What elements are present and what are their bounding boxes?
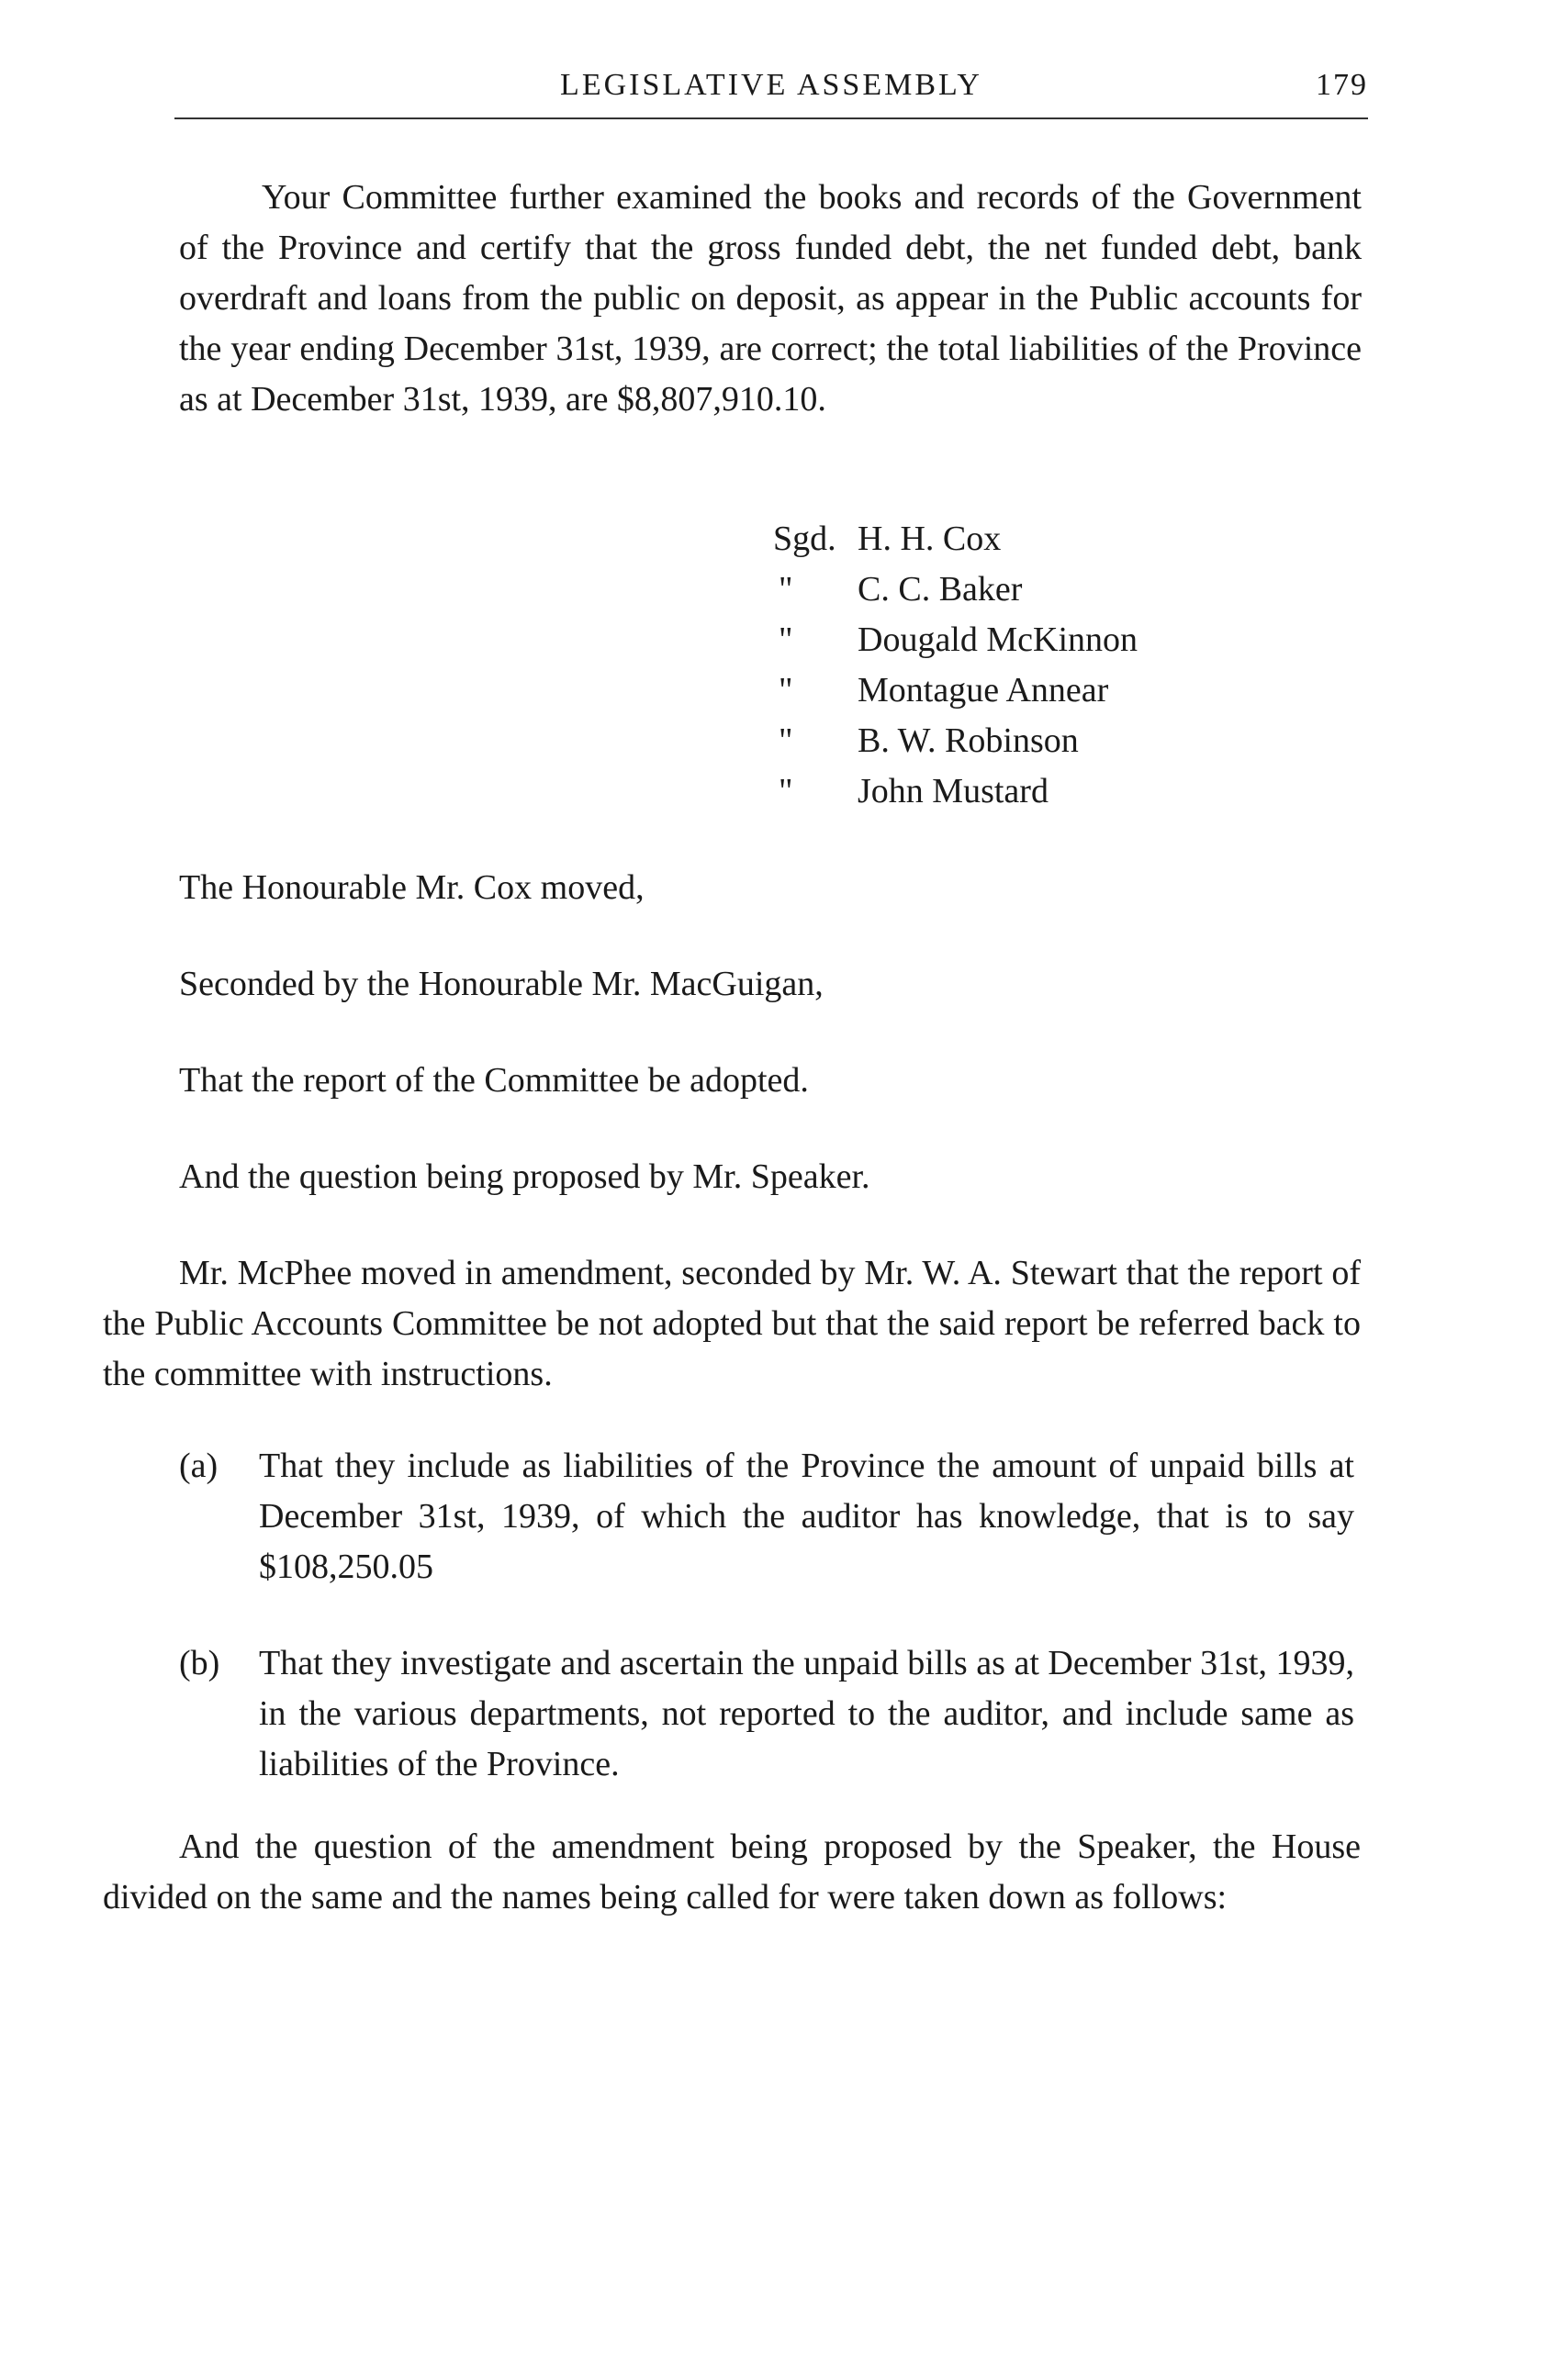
ditto-mark: " xyxy=(779,721,793,760)
ditto-mark: " xyxy=(779,570,793,609)
signature-row xyxy=(773,716,1324,766)
signature-name: B. W. Robinson xyxy=(858,721,1079,760)
signature-name: H. H. Cox xyxy=(858,520,1002,558)
committee-report-paragraph: Your Committee further examined the books and records of the Government of the Province and certify that the gross funded debt, the net funded debt, bank overdraft and loans from the public on deposit, as appear in the Public accounts for the year ending December 31st, 1939, are correct; the total liabilities of the Province as at December 31st, 1939, are $8,807,910.10. xyxy=(179,178,1362,419)
ditto-mark: " xyxy=(779,671,793,710)
amendment-paragraph: Mr. McPhee moved in amendment, seconded by Mr. W. A. Stewart that the report of the Public Accounts Committee be not adopted but that the said report be referred back to the committee with instructions. xyxy=(103,1254,1361,1393)
instruction-label: (a) xyxy=(179,1447,219,1485)
signature-row xyxy=(773,564,1324,615)
instruction-item xyxy=(179,1638,1363,1790)
signature-row xyxy=(773,665,1324,716)
header-rule xyxy=(174,117,1368,119)
signature-name: C. C. Baker xyxy=(858,570,1023,609)
ditto-mark: " xyxy=(779,620,793,659)
instruction-text: That they investigate and ascertain the unpaid bills as at December 31st, 1939, in the various departments, not reported to the auditor, and include same as liabilities of the Province. xyxy=(259,1644,1354,1783)
motion-text: That the report of the Committee be adopted. xyxy=(179,1061,809,1100)
page-number: 179 xyxy=(1316,68,1368,102)
signature-name: Montague Annear xyxy=(858,671,1109,710)
signature-row xyxy=(773,615,1324,665)
motion-seconded: Seconded by the Honourable Mr. MacGuigan, xyxy=(179,965,824,1003)
signature-name: John Mustard xyxy=(858,772,1049,810)
question-proposed: And the question being proposed by Mr. Speaker. xyxy=(179,1157,870,1196)
instruction-text: That they include as liabilities of the Province the amount of unpaid bills at December 31st, 1939, of which the auditor has knowledge, that is to say $108,250.05 xyxy=(259,1447,1354,1586)
signature-row xyxy=(773,766,1324,817)
signature-prefix: Sgd. xyxy=(773,520,836,558)
page-header xyxy=(174,62,1368,117)
running-title: LEGISLATIVE ASSEMBLY xyxy=(560,68,982,102)
instruction-label: (b) xyxy=(179,1644,220,1682)
motion-moved: The Honourable Mr. Cox moved, xyxy=(179,868,645,907)
ditto-mark: " xyxy=(779,772,793,810)
signature-row xyxy=(773,514,1324,564)
division-paragraph: And the question of the amendment being proposed by the Speaker, the House divided on the same and the names being called for were taken down as follows: xyxy=(103,1827,1361,1916)
signature-block xyxy=(773,514,1324,817)
signature-name: Dougald McKinnon xyxy=(858,620,1138,659)
instruction-item xyxy=(179,1441,1363,1592)
